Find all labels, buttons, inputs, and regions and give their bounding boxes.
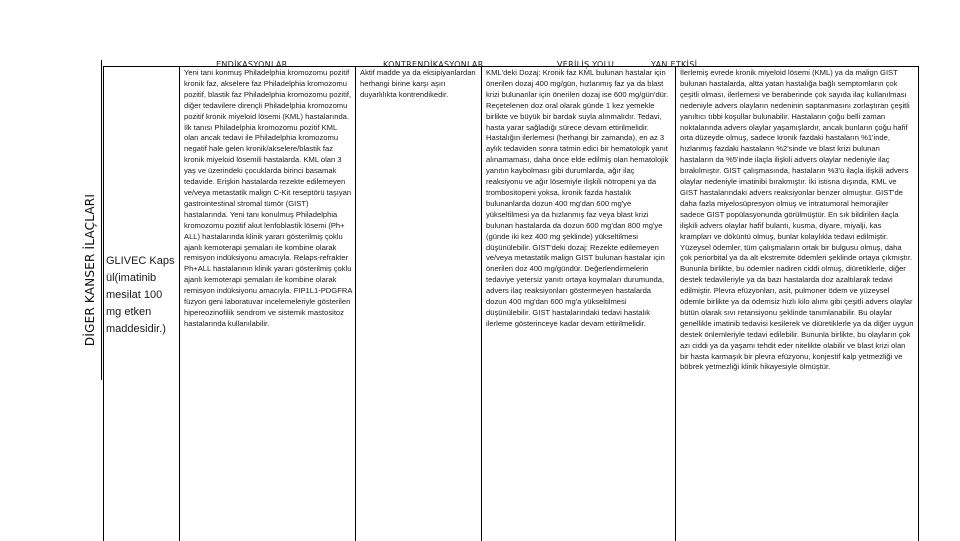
drug-name: GLIVEC Kaps ül(imatinib mesilat 100 mg etken maddesidir.) [106,255,175,335]
yan-etkisi-text: İlerlemiş evrede kronik miyeloid lösemi (KML) ya da malign GIST bulunan hastalarda, altta yatan hastalığa bağlı semptomların çok çeşitli olması, ilerlemesi ve beraberinde çok sayıda ilaç kullanılması nedeniyle advers olayların nedeninin saptanmasını zorlaştıran çeşitli yanıltıcı tıbbi koşullar bulunabilir. Hastaların çoğu belli zaman noktalarında advers olaylar yaşamışlardır, ancak bunların çoğu hafif orta düzeyde olmuş, sadece kronik fazdaki hastaların %1'inde, hızlanmış fazdaki hastaların %2'sinde ve blast krizi bulunan hastaların da %5'inde ilaçla ilişkili advers olaylar nedeniyle ilaç bırakılmıştır. GIST çalışmasında, hastaların %3'ü ilaçla ilişkili advers olaylar nedeniyle imatinibi bırakmıştır. İki istisna dışında, KML ve GIST hastalarındaki advers reaksiyonlar benzer olmuştur. GIST'de daha fazla miyelosüpresyon olmuş ve intratumoral hemorajiler sadece GIST popülasyonunda görülmüştür. En sık bildirilen ilaçla ilişkili advers olaylar hafif bulantı, kusma, diyare, miyalji, kas krampları ve döküntü olmuş, bunlar kolaylıkla tedavi edilmiştir. Yüzeysel ödemler, tüm çalışmaların ortak bir bulgusu olmuş, daha çok periorbital ya da alt ekstremite ödemleri şeklinde ortaya çıkmıştır. Bununla birlikte, bu ödemler nadiren ciddi olmuş, diüretiklerle, diğer destek tedavileriyle ya da bazı hastalarda doz azaltılarak tedavi edilmiştir. Plevra efüzyonları, asit, pulmoner ödem ve yüzeysel ödemle birlikte ya da ödemsiz hızlı kilo alımı gibi çeşitli advers olaylar bütün olarak sıvı retansiyonu şeklinde tanımlanabilir. Bu olaylar genellikle imatinib tedavisi kesilerek ve diüretiklerle ya da diğer uygun destek önlemleriyle tedavi edilebilir. Bununla birlikte, bu olayların çok azı ciddi ya da yaşamı tehdit eder nitelikte olabilir ve blast krizi olan bir hasta karmaşık bir plevra efüzyonu, konjestif kalp yetmezliği ve böbrek yetmezliği klinik hikayesiyle ölmüştür. [680,68,914,372]
verilis-yolu-cell [482,67,676,541]
endikasyonlar-text: Yeni tanı konmuş Philadelphia kromozomu pozitif kronik faz, akselere faz Philadelphia kromozomu pozitif, blastik faz Philadelphia kromozomu pozitif, diğer tedavilere dirençli Philadelphia kromozomu pozitif kronik miyeloid lösemi (KML) hastalarında. İlk tanısı Philadelphia kromozomu pozitif KML olan ancak tedavi ile Philadelphia kromozomu negatif hale gelen kronik/akselere/blastik faz kronik miyeloid lösemili hastalarda. KML olan 3 yaş ve üzerindeki çocuklarda birinci basamak tedavide. Erişkin hastalarda rezekte edilemeyen ve/veya metastatik malign C-Kit reseptörü taşıyan gastrointestinal stromal tümör (GIST) hastalarında. Yeni tanı konulmuş Philadelphia kromozomu pozitif akut lenfoblastik lösemi (Ph+ ALL) hastalarında klinik yararı gösterilmiş çoklu ajanlı kemoterapi şemaları ile kombine olarak remisyon indüksiyonu amacıyla. Relaps-refrakter Ph+ALL hastalarının klinik yararı gösterilmiş çoklu ajanlı kemoterapi şemaları ile kombine olarak remisyon indüksiyonu amacıyla. FIP1L1-PDGFRA füzyon geni laboratuvar incelemeleriyle gösterilen hipereozinofilik sendrom ve sistemik mastositoz hastalarında kullanılabilir. [184,68,352,328]
header-kontrendikasyonlar: KONTRENDİKASYONLAR [383,60,484,69]
header-endikasyonlar: ENDİKASYONLAR [216,60,288,69]
kontrendikasyonlar-cell [356,67,482,541]
endikasyonlar-cell [180,67,356,541]
header-yan-etkisi: YAN ETKİSİ [651,60,698,69]
drug-info-table [103,66,919,541]
header-verilis-yolu: VERİLİŞ YOLU [557,60,615,69]
side-category-label: DİGER KANSER İLAÇLARI [83,193,97,347]
kontrendikasyonlar-text: Aktif madde ya da eksipiyanlardan herhangi birine karşı aşırı duyarlılıkta kontrendikedir. [360,68,476,99]
drug-name-cell [104,67,180,541]
verilis-yolu-text: KML'deki Dozaj: Kronik faz KML bulunan hastalar için önerilen dozaj 400 mg/gün, hızlanmış faz ya da blast krizi bulunanlar için önerilen dozaj ise 600 mg/gün'dür. Reçetelenen doz oral olarak günde 1 kez yemekle birlikte ve büyük bir bardak suyla alınmalıdır. Tedavi, hasta yarar sağladığı sürece devam ettirilmelidir. Hastalığın ilerlemesi (herhangi bir zamanda), en az 3 aylık tedaviden sonra tatmin edici bir hematolojik yanıt alınamaması, daha önce elde edilmiş olan hematolojik yanıtın kaybolması gibi durumlarda, ağır ilaç reaksiyonu ve ağır lösemiyle ilişkili nötropeni ya da trombositopeni yoksa, kronik fazda hastalık bulunanlarda dozun 400 mg'dan 600 mg'ye yükseltilmesi ya da hızlanmış faz veya blast krizi bulunan hastalarda da dozun 600 mg'dan 800 mg'ye (günde iki kez 400 mg şeklinde) yükseltilmesi düşünülebilir. GIST'deki dozaj: Rezekte edilemeyen ve/veya metastatik malign GIST bulunan hastalar için önerilen doz 400 mg/gündür. Değerlendirmelerin tedaviye yetersiz yanıtı ortaya koymaları durumunda, advers ilaç reaksiyonları göstermeyen hastalarda dozun 400 mg'dan 600 mg'a yükseltilmesi düşünülebilir. GIST hastalarındaki tedavi hastalık ilerleme gösterinceye kadar devam ettirilmelidir. [486,68,669,328]
side-divider [101,60,102,380]
yan-etkisi-cell [676,67,918,541]
